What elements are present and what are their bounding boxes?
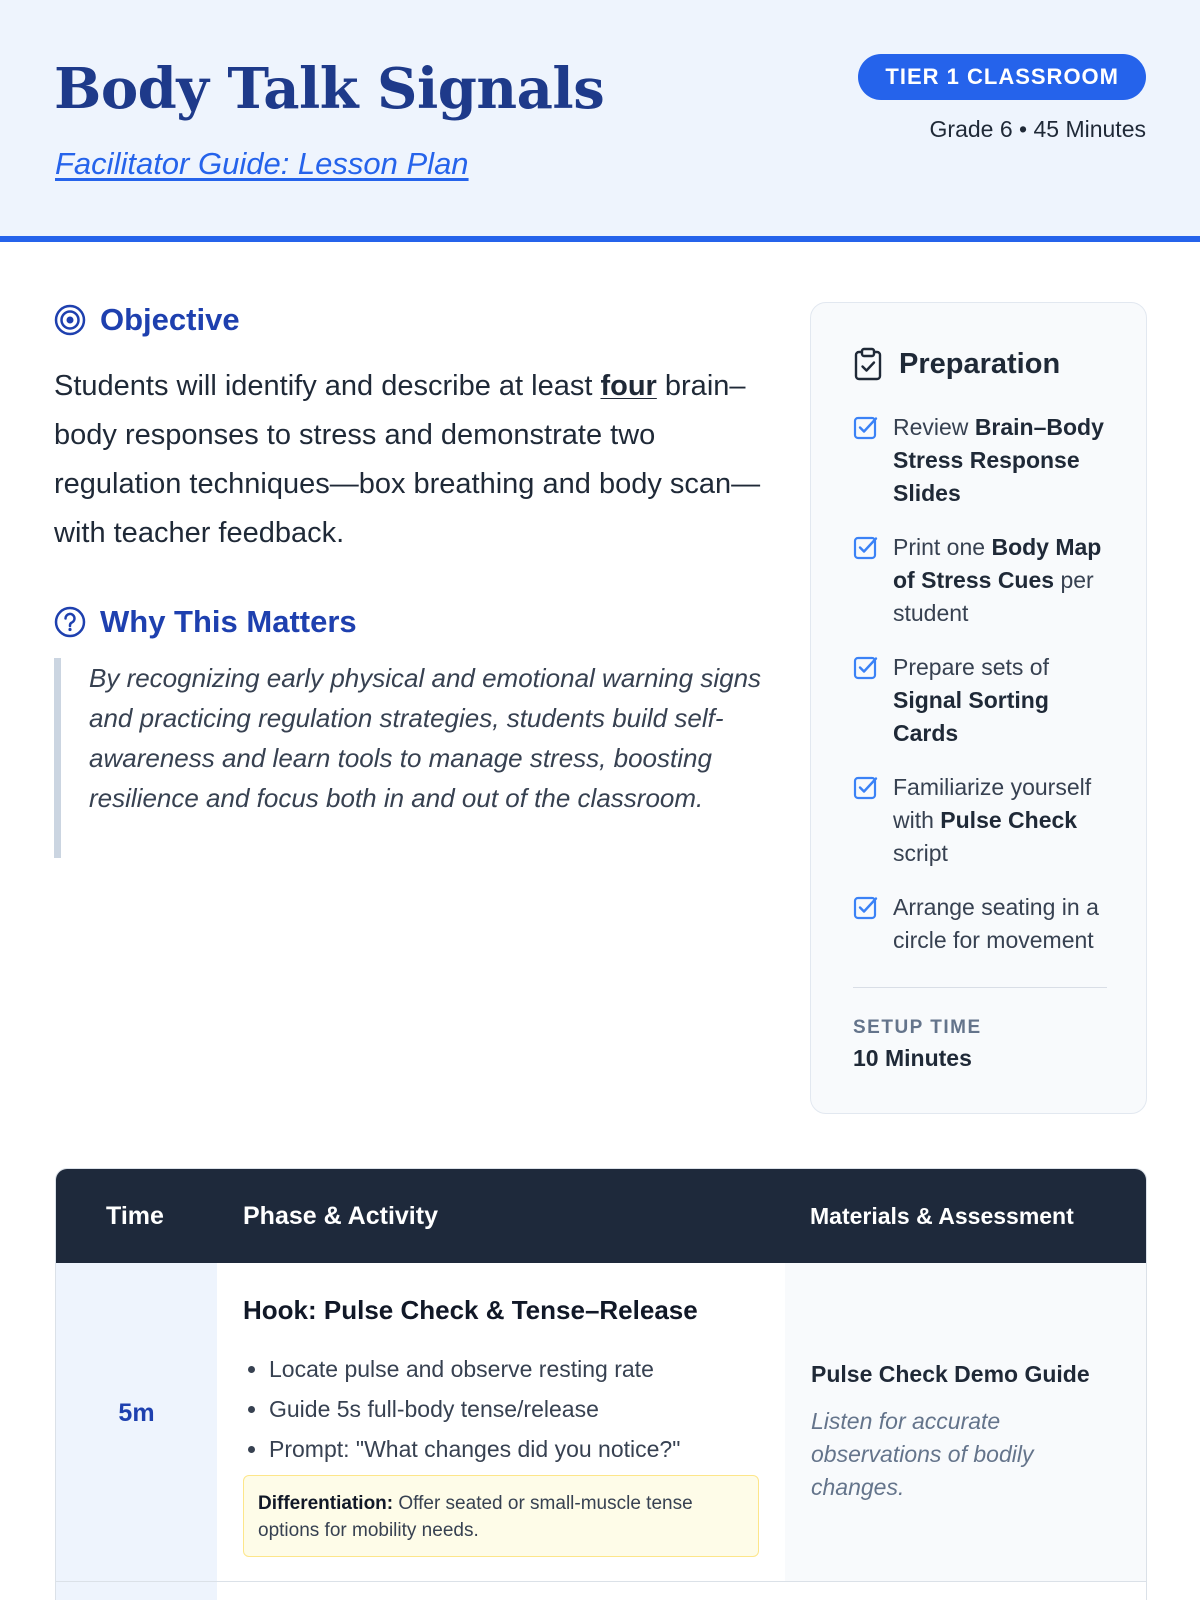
phase-cell <box>217 1263 785 1581</box>
list-item: • Prompt: "What changes did you notice?" <box>269 1429 680 1469</box>
target-icon <box>54 304 86 336</box>
preparation-list <box>853 411 1113 978</box>
header-phase: Phase & Activity <box>243 1202 438 1230</box>
prep-item <box>853 411 1113 510</box>
why-quote: By recognizing early physical and emotional warning signs and practicing regulation strategies, students build self-awareness and learn tools to manage stress, boosting resilience and focus both in and out of the classroom. <box>54 658 774 858</box>
preparation-card <box>810 302 1147 1114</box>
prep-item <box>853 771 1113 870</box>
clipboard-check-icon <box>853 347 883 381</box>
checkbox-icon <box>853 415 879 441</box>
time-cell <box>56 1582 217 1600</box>
activity-steps <box>269 1349 680 1469</box>
objective-heading <box>54 302 240 338</box>
tier-badge: TIER 1 CLASSROOM <box>858 54 1146 100</box>
why-heading-text: Why This Matters <box>100 604 357 639</box>
list-item: • Locate pulse and observe resting rate <box>269 1349 680 1389</box>
page-subtitle: Facilitator Guide: Lesson Plan <box>55 146 469 181</box>
activity-title: Hook: Pulse Check & Tense–Release <box>243 1295 698 1325</box>
preparation-divider <box>853 987 1107 988</box>
objective-text: Students will identify and describe at least four brain–body responses to stress and demonstrate two regulation techniques—box breathing and body scan—with teacher feedback. <box>54 370 761 549</box>
checkbox-icon <box>853 535 879 561</box>
lesson-meta: Grade 6 • 45 Minutes <box>929 116 1146 142</box>
prep-item-text: Prepare sets of Signal Sorting Cards <box>893 654 1049 746</box>
preparation-heading-text: Preparation <box>899 347 1061 380</box>
setup-time-label: SETUP TIME <box>853 1017 982 1038</box>
table-header <box>56 1169 1147 1263</box>
row-divider <box>56 1581 1147 1582</box>
list-item: • Guide 5s full-body tense/release <box>269 1389 680 1429</box>
prep-item <box>853 891 1113 957</box>
objective-heading-text: Objective <box>100 302 240 337</box>
time-value: 5m <box>118 1399 155 1427</box>
setup-time-value: 10 Minutes <box>853 1045 972 1071</box>
prep-item <box>853 531 1113 630</box>
page-title: Body Talk Signals <box>54 56 605 122</box>
table-row <box>56 1263 1147 1581</box>
materials-cell <box>785 1263 1147 1581</box>
objective-emphasis: four <box>600 370 657 402</box>
prep-item-text: Review Brain–Body Stress Response Slides <box>893 414 1104 506</box>
checkbox-icon <box>853 895 879 921</box>
prep-item <box>853 651 1113 750</box>
question-circle-icon <box>54 606 86 638</box>
prep-item-text: Familiarize yourself with Pulse Check script <box>893 774 1092 866</box>
why-heading <box>54 604 357 640</box>
header-time: Time <box>106 1202 164 1230</box>
assessment-note: Listen for accurate observations of bodily changes. <box>811 1408 1034 1500</box>
page-header <box>0 0 1200 242</box>
header-materials: Materials & Assessment <box>810 1203 1074 1229</box>
differentiation-note: Differentiation: Offer seated or small-muscle tense options for mobility needs. <box>243 1475 759 1557</box>
prep-item-text: Print one Body Map of Stress Cues per student <box>893 534 1102 626</box>
lesson-table <box>55 1168 1147 1600</box>
checkbox-icon <box>853 775 879 801</box>
time-cell <box>56 1263 217 1581</box>
prep-item-text: Arrange seating in a circle for movement <box>893 894 1099 953</box>
material-title: Pulse Check Demo Guide <box>811 1361 1090 1387</box>
checkbox-icon <box>853 655 879 681</box>
preparation-heading <box>853 347 1060 381</box>
